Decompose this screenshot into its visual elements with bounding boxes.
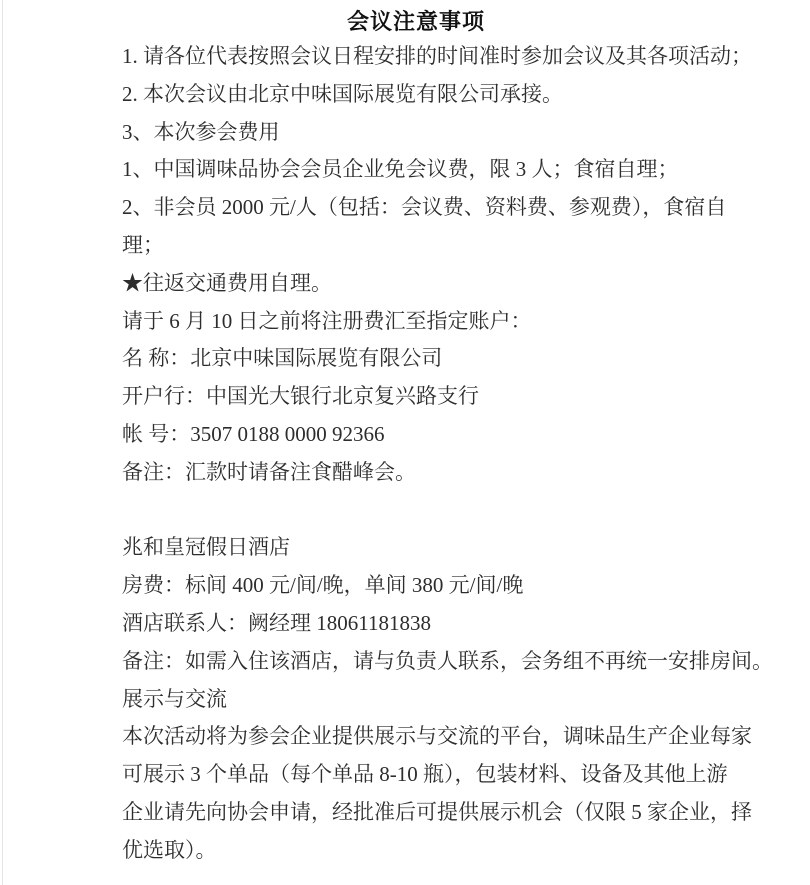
doc-line-16: 备注：如需入住该酒店，请与负责人联系，会务组不再统一安排房间。 [122, 648, 773, 673]
doc-line-20: 企业请先向协会申请，经批准后可提供展示机会（仅限 5 家企业，择 [122, 799, 752, 824]
doc-line-18: 本次活动将为参会企业提供展示与交流的平台，调味品生产企业每家 [122, 724, 752, 749]
doc-line-10: 开户行：中国光大银行北京复兴路支行 [122, 384, 479, 409]
doc-line-blank [122, 492, 810, 530]
doc-line-1: 1. 请各位代表按照会议日程安排的时间准时参加会议及其各项活动； [122, 44, 752, 68]
doc-line-8: 请于 6 月 10 日之前将注册费汇至指定账户： [122, 308, 532, 333]
doc-line-15: 酒店联系人：阙经理 18061181838 [122, 610, 431, 635]
doc-line-17: 展示与交流 [122, 686, 227, 711]
doc-line-4: 1、中国调味品协会会员企业免会议费，限 3 人；食宿自理； [122, 157, 679, 182]
doc-line-6: 理； [122, 232, 164, 257]
doc-line-14: 房费：标间 400 元/间/晚，单间 380 元/间/晚 [122, 573, 524, 598]
doc-line-19: 可展示 3 个单品（每个单品 8-10 瓶），包装材料、设备及其他上游 [122, 762, 728, 787]
doc-line-2: 2. 本次会议由北京中味国际展览有限公司承接。 [122, 81, 563, 106]
doc-line-3: 3、本次参会费用 [122, 119, 280, 144]
doc-line-9: 名 称：北京中味国际展览有限公司 [122, 346, 443, 371]
document-body [122, 38, 810, 870]
doc-line-12: 备注：汇款时请备注食醋峰会。 [122, 459, 416, 484]
doc-line-7: ★往返交通费用自理。 [122, 270, 332, 295]
doc-line-11: 帐 号：3507 0188 0000 92366 [122, 421, 385, 446]
doc-line-13: 兆和皇冠假日酒店 [122, 535, 290, 560]
doc-line-5: 2、非会员 2000 元/人（包括：会议费、资料费、参观费），食宿自 [122, 195, 727, 220]
page-title: 会议注意事项 [346, 9, 485, 34]
page-left-edge [2, 0, 3, 885]
doc-line-21: 优选取）。 [122, 837, 217, 862]
